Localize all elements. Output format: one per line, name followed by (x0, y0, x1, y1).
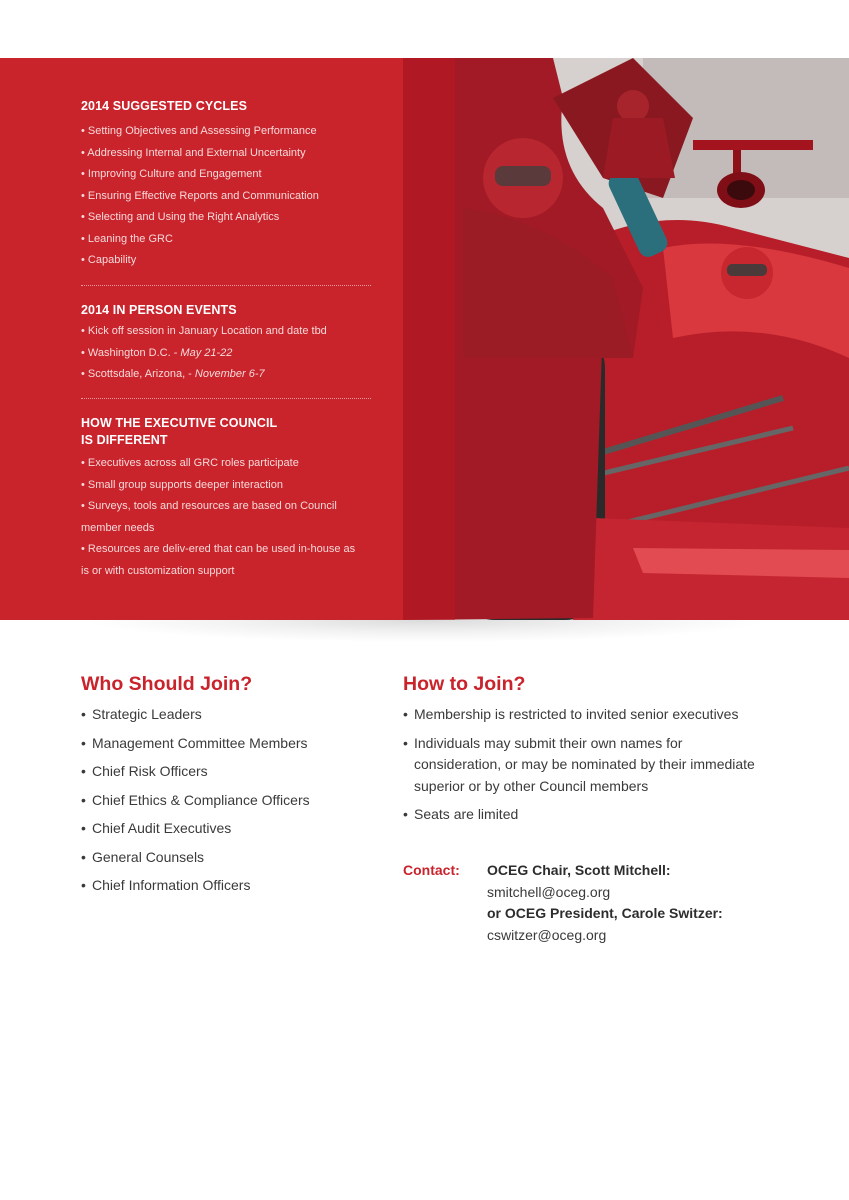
list-item: • Kick off session in January Location and date tbd (81, 325, 327, 337)
list-item: • Capability (81, 254, 137, 266)
list-item: • Chief Information Officers (81, 875, 381, 897)
list-item: • Executives across all GRC roles participate (81, 457, 299, 469)
photo-red-tint (403, 58, 455, 620)
list-item: • Improving Culture and Engagement (81, 168, 262, 180)
suggested-cycles-section (81, 98, 371, 272)
list-item: • Surveys, tools and resources are based on Council (81, 500, 337, 512)
list-item: • Scottsdale, Arizona, - November 6-7 (81, 368, 265, 380)
how-to-join-list (403, 704, 773, 826)
list-item: member needs (81, 521, 155, 534)
who-should-join-section (81, 672, 381, 904)
list-item: • Addressing Internal and External Uncertainty (81, 146, 306, 159)
executive-council-title: HOW THE EXECUTIVE COUNCIL IS DIFFERENT (81, 416, 278, 447)
how-to-join-title: How to Join? (403, 673, 526, 695)
list-item: is or with customization support (81, 564, 235, 577)
list-item: • Management Committee Members (81, 733, 381, 755)
list-item: • Small group supports deeper interaction (81, 478, 283, 491)
section-divider (81, 285, 371, 286)
list-item: • Selecting and Using the Right Analytics (81, 211, 280, 223)
who-should-join-list (81, 704, 381, 897)
list-item: • Membership is restricted to invited senior executives (403, 704, 773, 726)
list-item: • Resources are deliv-ered that can be used in-house as (81, 543, 356, 555)
race-car-illustration (403, 58, 849, 620)
list-item: • Washington D.C. - May 21-22 (81, 346, 233, 359)
contact-details (487, 860, 807, 946)
red-info-panel (0, 58, 403, 620)
list-item: • Strategic Leaders (81, 704, 381, 726)
list-item: • Setting Objectives and Assessing Performance (81, 125, 317, 137)
in-person-events-title: 2014 IN PERSON EVENTS (81, 303, 237, 317)
suggested-cycles-title: 2014 SUGGESTED CYCLES (81, 99, 248, 113)
contact-chair-name: OCEG Chair, Scott Mitchell: (487, 862, 671, 878)
list-item: • Leaning the GRC (81, 232, 173, 245)
contact-label: Contact: (403, 862, 460, 878)
contact-president-name: or OCEG President, Carole Switzer: (487, 905, 723, 921)
in-person-events-section (81, 302, 371, 386)
suggested-cycles-list (81, 121, 371, 272)
in-person-events-list (81, 321, 371, 386)
list-item: • Ensuring Effective Reports and Communication (81, 189, 319, 202)
contact-president-email[interactable]: cswitzer@oceg.org (487, 926, 607, 943)
list-item: • General Counsels (81, 847, 381, 869)
list-item: • Chief Audit Executives (81, 818, 381, 840)
divider-shadow (90, 620, 760, 642)
list-item: • Seats are limited (403, 804, 773, 826)
how-to-join-section (403, 672, 773, 833)
executive-council-list (81, 453, 371, 582)
executive-council-section (81, 415, 371, 582)
section-divider (81, 398, 371, 399)
list-item: • Chief Ethics & Compliance Officers (81, 790, 381, 812)
race-car-pit-stop-photo (403, 58, 849, 620)
list-item: • Individuals may submit their own names for consideration, or may be nominated by their immediate superior or by other Council members (403, 733, 773, 798)
who-should-join-title: Who Should Join? (81, 673, 253, 695)
list-item: • Chief Risk Officers (81, 761, 381, 783)
contact-chair-email[interactable]: smitchell@oceg.org (487, 883, 611, 900)
